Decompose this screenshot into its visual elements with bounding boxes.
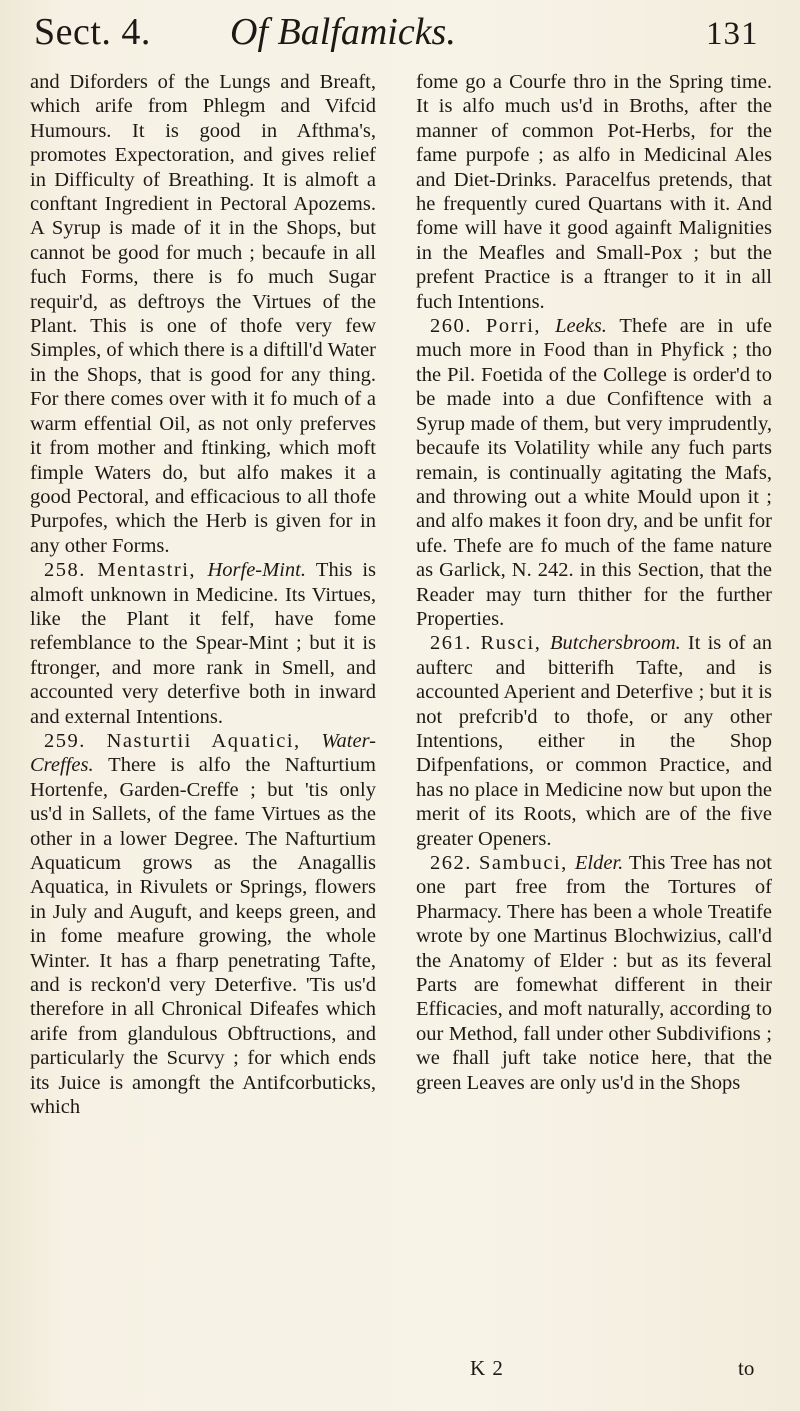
entry-261 bbox=[416, 631, 772, 851]
entry-heading: 261. Rusci, bbox=[430, 632, 550, 655]
entry-heading: 259. Nasturtii Aquatici, bbox=[44, 729, 322, 752]
right-column bbox=[416, 70, 772, 1095]
entry-text: This is almoft unknown in Medicine. Its Virtues, like the Plant it felf, have fome refemblance to the Spear-Mint ; but it is ftronger, and more rank in Smell, and accounted very deterfive both in inward and external Intentions. bbox=[30, 559, 376, 728]
entry-common-name: Horfe-Mint. bbox=[207, 559, 316, 582]
entry-text: It is of an aufterc and bitterifh Tafte, and is accounted Aperient and Deterfive ; but it is not prefcrib'd to thofe, or any other Intentions, either in the Shop Difpenfations, or common Practice, and has no place in Medicine now but upon the merit of its Roots, which are of the five greater Openers. bbox=[416, 632, 772, 850]
entry-text: This Tree has not one part free from the Tortures of Pharmacy. There has been a whole Treatife wrote by one Martinus Blochwizius, call'd the Anatomy of Elder : but as its feveral Parts are fomewhat different in their Efficacies, and moft naturally, according to our Method, fall under other Subdivifions ; we fhall juft take notice here, that the green Leaves are only us'd in the Shops bbox=[416, 852, 772, 1094]
entry-heading: 258. Mentastri, bbox=[44, 559, 208, 582]
running-header bbox=[0, 4, 800, 64]
running-title: Of Balfamicks. bbox=[230, 11, 456, 53]
entry-258 bbox=[30, 558, 376, 729]
entry-262 bbox=[416, 851, 772, 1095]
entry-260 bbox=[416, 314, 772, 631]
entry-heading: 260. Porri, bbox=[430, 315, 556, 338]
left-column bbox=[30, 70, 376, 1119]
page-number: 131 bbox=[706, 16, 759, 52]
entry-text: There is alfo the Nafturtium Hortenfe, Garden-Creffe ; but 'tis only us'd in Sallets, of the fame Virtues as the other in a lower Degree. The Nafturtium Aquaticum grows as the Anagallis Aquatica, in Rivulets or Springs, flowers in July and Auguft, and keeps green, and in fome meafure growing, the whole Winter. It has a fharp penetrating Tafte, and is reckon'd very Deterfive. 'Tis us'd therefore in all Chronical Difeafes which arife from glandulous Obftructions, and particularly the Scurvy ; for which ends its Juice is amongft the Antifcorbuticks, which bbox=[30, 754, 376, 1119]
entry-259 bbox=[30, 729, 376, 1120]
entry-heading: 262. Sambuci, bbox=[430, 852, 575, 874]
catchword: to bbox=[738, 1356, 755, 1380]
entry-common-name: Elder. bbox=[574, 852, 629, 874]
paragraph-continuation: and Diforders of the Lungs and Breaft, which arife from Phlegm and Vifcid Humours. It is good in Afthma's, promotes Expectoration, and gives relief in Difficulty of Breathing. It is almoft a conftant Ingredient in Pectoral Apozems. A Syrup is made of it in the Shops, but cannot be good for much ; becaufe in all fuch Forms, there is fo much Sugar requir'd, as deftroys the Virtues of the Plant. This is one of thofe very few Simples, of which there is a diftill'd Water in the Shops, that is good for any thing. For there comes over with it fo much of a warm effential Oil, as not only preferves it from mother and ftinking, which moft fimple Waters do, but alfo makes it a good Pectoral, and efficacious to all thofe Purpofes, which the Herb is given for in any other Forms. bbox=[30, 71, 376, 557]
entry-text: Thefe are in ufe much more in Food than in Phyfick ; tho the Pil. Foetida of the College is order'd to be made into a due Confiftence with a Syrup made of them, but very imprudently, becaufe its Volatility while any fuch parts remain, is continually agitating the Mafs, and throwing out a white Mould upon it ; and alfo makes it foon dry, and be unfit for ufe. Thefe are fo much of the fame nature as Garlick, N. 242. in this Section, that the Reader may turn thither for the further Properties. bbox=[416, 315, 772, 630]
signature-mark: K 2 bbox=[470, 1356, 504, 1380]
entry-common-name: Leeks. bbox=[555, 315, 620, 338]
entry-common-name: Water-Creffes. bbox=[30, 729, 376, 777]
entry-common-name: Butchersbroom. bbox=[550, 632, 688, 655]
paragraph-continuation: fome go a Courfe thro in the Spring time. It is alfo much us'd in Broths, after the manner of common Pot-Herbs, for the fame purpofe ; as alfo in Medicinal Ales and Diet-Drinks. Paracelfus pretends, that he frequently cured Quartans with it. And fome will have it good againft Malignities in the Meafles and Small-Pox ; but the prefent Practice is a ftranger to it in all fuch Intentions. bbox=[416, 71, 772, 313]
section-number: Sect. 4. bbox=[34, 11, 151, 53]
